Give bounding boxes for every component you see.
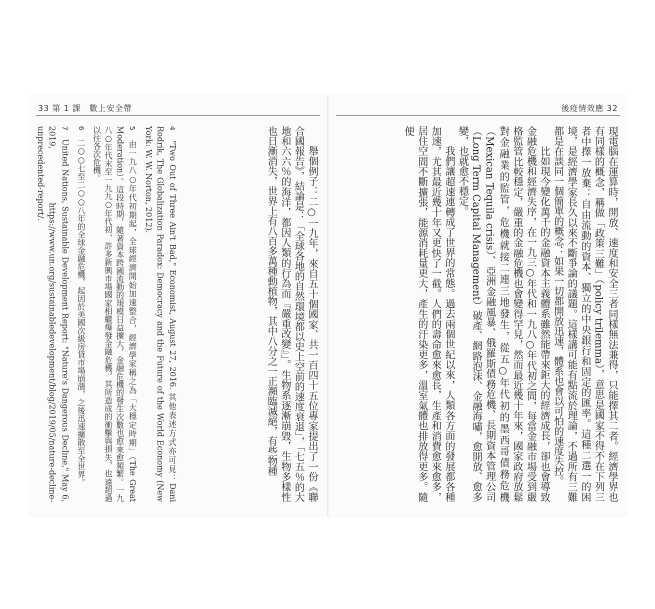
footnote-text: United Nations, Sustainable Development Report: "Nature's Dangerous Decline," May 6, 2019, https://www.un.org/sustainabledevelopment/blog/2019/05/nature-decline-unprecedented-report/.	[36, 126, 70, 502]
right-page	[328, 96, 626, 516]
footnote	[142, 126, 178, 502]
right-main-text	[342, 126, 618, 502]
right-paragraph: 比如現今變化萬千的金融資本主義體系雖然能帶來鉅大的經濟成長，卻也會導致金融危機和經濟失序，在一九三○年代和一九八○年代初之間，每當金融市場受到嚴格監管比較穩定，嚴重的金融危機也會變得罕見，然而最近幾十年來，國家政府放鬆對金融業的監管，危機就接二連三地發生，從五○年代初的墨西哥債務危機（Mexican Tequila crisis）、亞洲金融風暴、俄羅斯債務危機、長期資本管理公司（Long Term Capital Management）破產、網路泡沫、金融海嘯，愈開放、愈多變，也就愈不穩定。	[456, 126, 550, 502]
left-main-text	[190, 126, 318, 502]
footnote-text: 二○○七至二○○八年的全球金融危機，起因於美國次級房貸市場崩潰，之後迅速擴散至全世界。	[76, 138, 86, 487]
footnote-number: 5	[128, 126, 137, 131]
left-paragraph: 舉個例子：二○一九年，來自五十個國家、共一百四十五位專家提出了一份《聯合國報告》，結論是：「全球各地的自然環境都以史上空前的速度衰退」，「七五％的大地和六六％的海洋，都因人類的行為而『嚴重改變』」。生物系逐漸崩毀，生物多樣性也日漸消失，世界上有八百多萬種動植物，其中八分之一正瀕臨滅絕，有些物種	[265, 126, 317, 502]
book-spread	[30, 96, 626, 516]
right-paragraph: 我們讓超速連轉成了世界的常態。過去兩個世紀以來，人類各方面的發展都各種加速，尤其最近幾十年又更快了一截。人們的壽命愈來愈長，生產和消費愈來愈多，居住空間不斷擴張，能源消耗量更大，產生的汙染更多，溫室氣體也排放得更多。隨便	[402, 126, 454, 502]
left-running-head: 33 第 1 課 數上安全帶	[38, 104, 132, 113]
footnote-number: 4	[168, 126, 176, 131]
left-page	[30, 96, 328, 516]
footnote-number: 7	[60, 126, 69, 131]
right-running-head: 後疫情效應 32	[561, 104, 618, 113]
footnote	[91, 126, 138, 502]
left-header-rule	[36, 115, 320, 116]
footnote	[34, 126, 70, 502]
footnote	[74, 126, 87, 502]
footnotes	[38, 126, 178, 502]
footnote-text: 由一九八○年代初期起，全球經濟開始加速整合，經濟學家稱之為「大穩定時期」（The Great Moderation）。這段時期，隨著資本跨國流動的規模日益擴大，金融危機的發生次數也愈來愈頻繁。一九八○年代末至一九九○年代初，許多新興市場國家相繼爆發金融危機，其所造成的衝擊與損失，也遠超過以往各次危機。	[92, 126, 138, 503]
footnote-number: 6	[76, 126, 85, 131]
right-paragraph: 現電腦在運算時，開放、速度和安全三者同樣無法兼得，只能擇其二者。經濟學界也有同樣的概念，稱做「政策三難」（policy trilemma），意思是國家不得不在下列三者中擇一放棄：自由流動的資本、獨立的中央銀行和固定的匯率。這種二選一的困境，是經濟學家長久以來不斷爭論的議題。這樣講可能有點流於理論，不過所有三難都是在談同一個簡單的概念：如果一切都開放迅速，體系也會以可怕的速度失控。	[551, 126, 617, 502]
right-header-rule	[336, 115, 620, 116]
footnote-text: "Two Out of Three Ain't Bad," Economist, August 27, 2016. 其他表述方式亦可見：Dani Rodrik, The Globalization Paradox: Democracy and the Future of the World Economy (New York: W. W. Norton, 2012).	[143, 126, 177, 502]
